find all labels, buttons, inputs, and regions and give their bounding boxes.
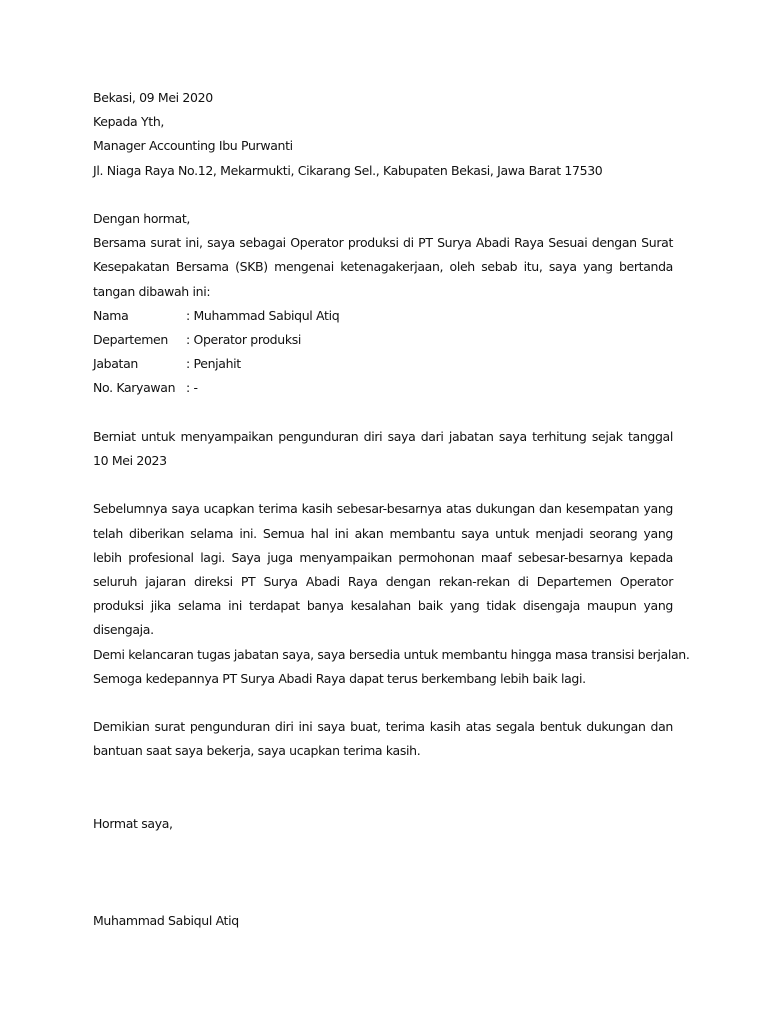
wish-line: Semoga kedepannya PT Surya Abadi Raya dapat terus berkembang lebih baik lagi. [93, 670, 586, 686]
resignation-paragraph: Berniat untuk menyampaikan pengunduran diri saya dari jabatan saya terhitung sejak tanggal 10 Mei 2023 [93, 428, 673, 469]
date-line: Bekasi, 09 Mei 2020 [93, 90, 213, 105]
recipient-name: Manager Accounting Ibu Purwanti [93, 138, 293, 154]
field-value: : Operator produksi [186, 332, 301, 348]
field-row-nama [93, 304, 673, 328]
closing-salutation: Hormat saya, [93, 816, 173, 832]
signer-name: Muhammad Sabiqul Atiq [93, 912, 239, 928]
field-row-no-karyawan [93, 376, 673, 400]
field-row-jabatan [93, 352, 673, 376]
thanks-paragraph: Sebelumnya saya ucapkan terima kasih sebesar-besarnya atas dukungan dan kesempatan yang telah diberikan selama ini. Semua hal ini akan membantu saya untuk menjadi seorang yang lebih profesional lagi. Saya juga menyampaikan permohonan maaf sebesar-besarnya kepada seluruh jajaran direksi PT Surya Abadi Raya dengan rekan-rekan di Departemen Operator produksi jika selama ini terdapat banya kesalahan baik yang tidak disengaja maupun yang disengaja. [93, 501, 673, 638]
transition-line: Demi kelancaran tugas jabatan saya, saya bersedia untuk membantu hingga masa transisi berjalan. [93, 646, 690, 662]
letter-body [93, 86, 690, 933]
field-value: : Muhammad Sabiqul Atiq [186, 307, 340, 323]
intro-paragraph: Bersama surat ini, saya sebagai Operator produksi di PT Surya Abadi Raya Sesuai dengan Surat Kesepakatan Bersama (SKB) mengenai ketenagakerjaan, oleh sebab itu, saya yang bertanda tangan dibawah ini: [93, 235, 673, 299]
field-value: : Penjahit [186, 356, 241, 372]
closing-paragraph: Demikian surat pengunduran diri ini saya buat, terima kasih atas segala bentuk dukungan dan bantuan saat saya bekerja, saya ucapkan terima kasih. [93, 719, 673, 759]
field-label: Jabatan [93, 356, 138, 372]
field-row-departemen [93, 328, 673, 352]
field-value: : - [186, 380, 198, 396]
recipient-salutation: Kepada Yth, [93, 114, 165, 130]
field-label: No. Karyawan [93, 380, 176, 396]
field-label: Nama [93, 307, 129, 323]
field-label: Departemen [93, 332, 168, 348]
recipient-address: Jl. Niaga Raya No.12, Mekarmukti, Cikarang Sel., Kabupaten Bekasi, Jawa Barat 17530 [93, 162, 603, 178]
greeting: Dengan hormat, [93, 211, 191, 226]
